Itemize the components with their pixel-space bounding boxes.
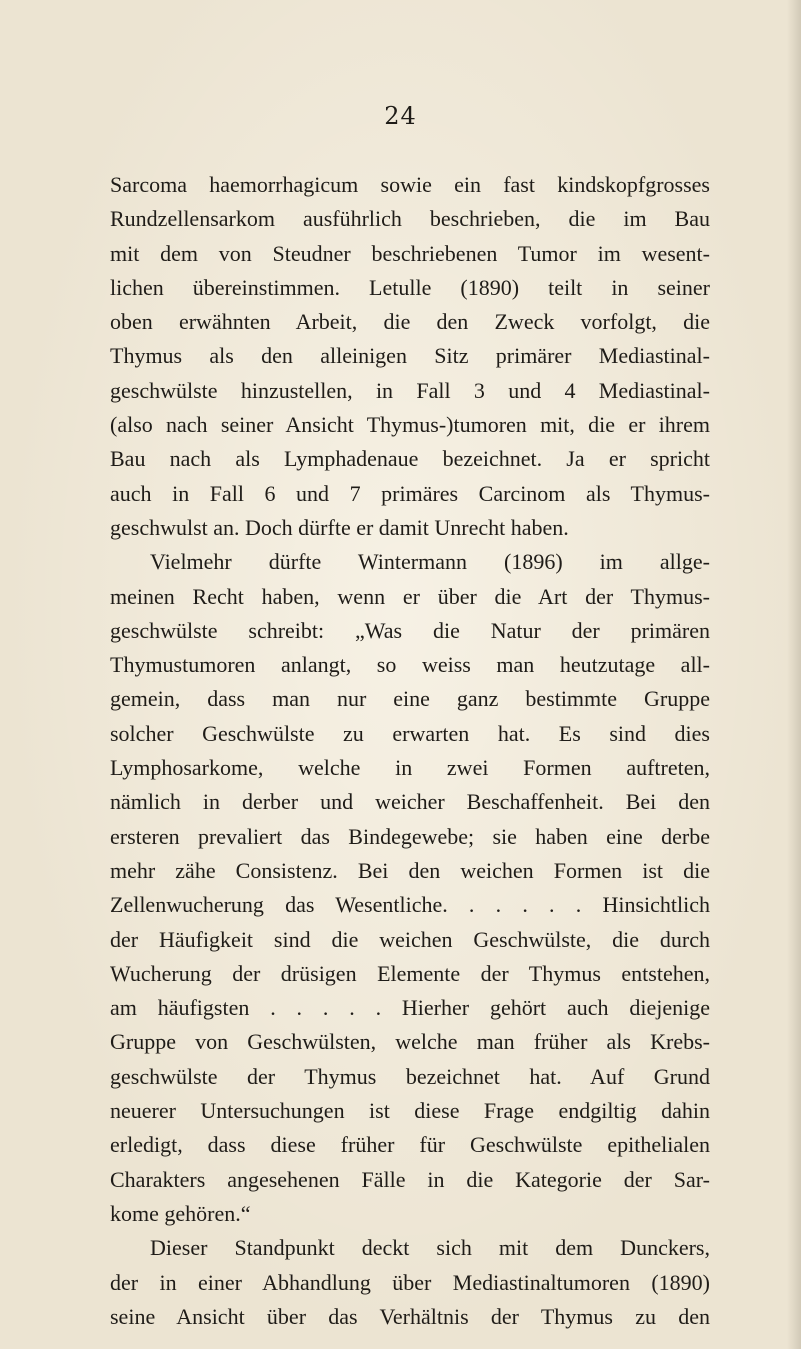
text-line: Wucherung der drüsigen Elemente der Thymus entstehen,	[110, 960, 710, 986]
text-line: der Häufigkeit sind die weichen Geschwülste, die durch	[110, 926, 710, 952]
text-line: (also nach seiner Ansicht Thymus-)tumoren mit, die er ihrem	[110, 412, 710, 438]
text-line: Gruppe von Geschwülsten, welche man früher als Krebs-	[110, 1029, 710, 1055]
text-line: mit dem von Steudner beschriebenen Tumor im wesent-	[110, 240, 710, 266]
text-line: mehr zähe Consistenz. Bei den weichen Formen ist die	[110, 857, 710, 883]
text-line: geschwülste hinzustellen, in Fall 3 und 4 Mediastinal-	[110, 377, 710, 403]
text-line: neuerer Untersuchungen ist diese Frage endgiltig dahin	[110, 1098, 710, 1124]
text-line: lichen übereinstimmen. Letulle (1890) teilt in seiner	[110, 274, 710, 300]
page-number: 24	[384, 102, 417, 130]
text-line: ersteren prevaliert das Bindegewebe; sie haben eine derbe	[110, 823, 710, 849]
page-edge-shadow	[787, 0, 801, 1349]
text-line: geschwulst an. Doch dürfte er damit Unrecht haben.	[110, 514, 569, 540]
text-line: nämlich in derber und weicher Beschaffenheit. Bei den	[110, 789, 710, 815]
text-line: auch in Fall 6 und 7 primäres Carcinom als Thymus-	[110, 480, 710, 506]
text-line: geschwülste der Thymus bezeichnet hat. Auf Grund	[110, 1063, 710, 1089]
text-line: Sarcoma haemorrhagicum sowie ein fast kindskopfgrosses	[110, 172, 710, 197]
text-line: am häufigsten . . . . . Hierher gehört auch diejenige	[110, 995, 710, 1021]
text-line: gemein, dass man nur eine ganz bestimmte Gruppe	[110, 686, 710, 712]
text-line: solcher Geschwülste zu erwarten hat. Es sind dies	[110, 720, 710, 746]
body-text	[110, 168, 710, 1334]
text-line: Lymphosarkome, welche in zwei Formen auftreten,	[110, 755, 710, 781]
text-line: meinen Recht haben, wenn er über die Art der Thymus-	[110, 583, 710, 609]
text-line: kome gehören.“	[110, 1200, 251, 1226]
text-line: erledigt, dass diese früher für Geschwülste epithelialen	[110, 1132, 710, 1158]
text-line: Thymustumoren anlangt, so weiss man heutzutage all-	[110, 652, 710, 678]
text-line: Dieser Standpunkt deckt sich mit dem Dunckers,	[150, 1235, 710, 1261]
text-line: Rundzellensarkom ausführlich beschrieben, die im Bau	[110, 206, 710, 232]
text-line: Zellenwucherung das Wesentliche. . . . . . Hinsichtlich	[110, 892, 710, 918]
text-line: Thymus als den alleinigen Sitz primärer Mediastinal-	[110, 343, 710, 369]
text-line: der in einer Abhandlung über Mediastinaltumoren (1890)	[110, 1269, 710, 1295]
text-line: Bau nach als Lymphadenaue bezeichnet. Ja er spricht	[110, 446, 710, 472]
text-line: seine Ansicht über das Verhältnis der Thymus zu den	[110, 1303, 710, 1329]
text-line: geschwülste schreibt: „Was die Natur der primären	[110, 617, 710, 643]
text-line: Vielmehr dürfte Wintermann (1896) im allge-	[150, 549, 710, 575]
text-line: Charakters angesehenen Fälle in die Kategorie der Sar-	[110, 1166, 710, 1192]
text-line: oben erwähnten Arbeit, die den Zweck vorfolgt, die	[110, 309, 710, 335]
